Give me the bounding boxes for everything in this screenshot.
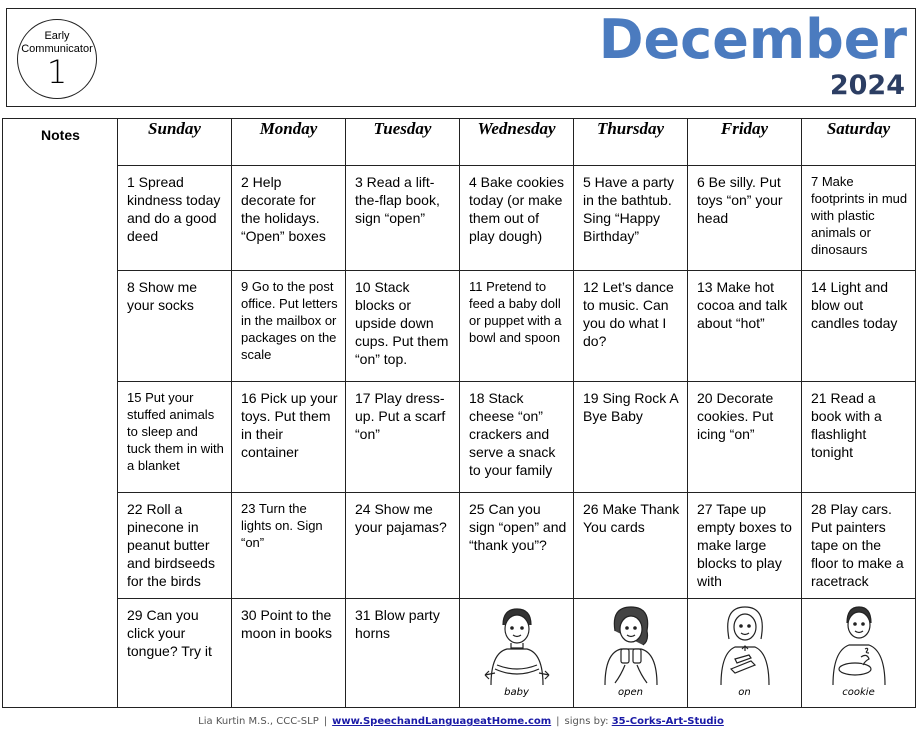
day-activity: 22 Roll a pinecone in peanut butter and birdseeds for the birds — [127, 501, 215, 589]
day-cell — [802, 382, 916, 493]
notes-column — [3, 119, 118, 708]
day-activity: 5 Have a party in the bathtub. Sing “Happy Birthday” — [583, 174, 675, 244]
footer-separator: | — [556, 716, 560, 727]
day-cell — [346, 493, 460, 599]
badge-line1: Early — [44, 30, 70, 42]
day-activity: 25 Can you sign “open” and “thank you”? — [469, 501, 567, 553]
sign-cell-on — [688, 599, 802, 708]
sign-label: open — [618, 687, 643, 698]
day-activity: 30 Point to the moon in books — [241, 607, 333, 641]
week-row-2 — [3, 271, 916, 382]
day-activity: 21 Read a book with a flashlight tonight — [811, 390, 882, 460]
day-cell — [460, 493, 574, 599]
day-activity: 11 Pretend to feed a baby doll or puppet with a bowl and spoon — [469, 279, 562, 345]
sign-cell-baby — [460, 599, 574, 708]
day-cell — [688, 382, 802, 493]
day-cell — [346, 382, 460, 493]
day-cell — [574, 271, 688, 382]
baby-sign-icon — [477, 603, 557, 689]
sign-cell-open — [574, 599, 688, 708]
week-row-1 — [3, 166, 916, 271]
day-cell — [118, 493, 232, 599]
day-cell — [688, 271, 802, 382]
day-cell — [346, 166, 460, 271]
day-activity: 7 Make footprints in mud with plastic animals or dinosaurs — [811, 174, 908, 257]
day-cell — [574, 166, 688, 271]
sign-illustration — [802, 603, 915, 711]
weekday-saturday: Saturday — [802, 119, 916, 166]
day-activity: 29 Can you click your tongue? Try it — [127, 607, 212, 659]
day-cell — [802, 271, 916, 382]
week-row-4 — [3, 493, 916, 599]
day-cell — [460, 271, 574, 382]
day-activity: 31 Blow party horns — [355, 607, 440, 641]
day-activity: 8 Show me your socks — [127, 279, 198, 313]
day-cell — [346, 599, 460, 708]
calendar-header — [6, 8, 916, 107]
early-communicator-badge — [17, 19, 97, 99]
cookie-sign-icon — [819, 603, 899, 689]
on-sign-icon — [705, 603, 785, 689]
calendar-grid — [2, 118, 916, 708]
day-activity: 16 Pick up your toys. Put them in their container — [241, 390, 338, 460]
weekday-wednesday: Wednesday — [460, 119, 574, 166]
day-activity: 19 Sing Rock A Bye Baby — [583, 390, 678, 424]
day-activity: 18 Stack cheese “on” crackers and serve a snack to your family — [469, 390, 556, 478]
footer-credits — [0, 716, 922, 727]
sign-illustration — [688, 603, 801, 711]
day-cell — [232, 493, 346, 599]
badge-line2: Communicator — [21, 43, 93, 55]
day-cell — [232, 271, 346, 382]
footer-signs-by: signs by: — [564, 716, 609, 727]
day-activity: 15 Put your stuffed animals to sleep and tuck them in with a blanket — [127, 390, 224, 473]
month-title: December — [598, 8, 907, 71]
sign-illustration — [574, 603, 687, 711]
day-cell — [118, 166, 232, 271]
day-cell — [118, 599, 232, 708]
day-activity: 14 Light and blow out candles today — [811, 279, 898, 331]
notes-label: Notes — [41, 127, 80, 143]
day-cell — [688, 493, 802, 599]
day-activity: 4 Bake cookies today (or make them out of play dough) — [469, 174, 564, 244]
week-row-5 — [3, 599, 916, 708]
day-activity: 6 Be silly. Put toys “on” your head — [697, 174, 783, 226]
weekday-friday: Friday — [688, 119, 802, 166]
day-activity: 2 Help decorate for the holidays. “Open” boxes — [241, 174, 326, 244]
weekday-monday: Monday — [232, 119, 346, 166]
sign-cell-cookie — [802, 599, 916, 708]
footer-studio-link[interactable]: 35-Corks-Art-Studio — [611, 716, 724, 727]
weekday-header-row — [3, 119, 916, 166]
day-activity: 10 Stack blocks or upside down cups. Put them “on” top. — [355, 279, 449, 367]
day-activity: 13 Make hot cocoa and talk about “hot” — [697, 279, 788, 331]
day-cell — [460, 166, 574, 271]
day-cell — [232, 382, 346, 493]
day-activity: 23 Turn the lights on. Sign “on” — [241, 501, 323, 550]
day-cell — [346, 271, 460, 382]
day-activity: 28 Play cars. Put painters tape on the floor to make a racetrack — [811, 501, 904, 589]
day-cell — [460, 382, 574, 493]
day-cell — [118, 271, 232, 382]
footer-author: Lia Kurtin M.S., CCC-SLP — [198, 716, 319, 727]
weekday-sunday: Sunday — [118, 119, 232, 166]
sign-label: on — [738, 687, 751, 698]
footer-website-link[interactable]: www.SpeechandLanguageatHome.com — [332, 716, 552, 727]
day-activity: 1 Spread kindness today and do a good deed — [127, 174, 221, 244]
weekday-thursday: Thursday — [574, 119, 688, 166]
day-cell — [118, 382, 232, 493]
day-activity: 17 Play dress-up. Put a scarf “on” — [355, 390, 446, 442]
footer-separator: | — [323, 716, 328, 727]
day-cell — [688, 166, 802, 271]
day-activity: 12 Let’s dance to music. Can you do what I do? — [583, 279, 674, 349]
sign-label: cookie — [842, 687, 875, 698]
day-activity: 26 Make Thank You cards — [583, 501, 680, 535]
day-cell — [232, 599, 346, 708]
year-title: 2024 — [829, 70, 905, 101]
weekday-tuesday: Tuesday — [346, 119, 460, 166]
day-activity: 20 Decorate cookies. Put icing “on” — [697, 390, 774, 442]
week-row-3 — [3, 382, 916, 493]
sign-illustration — [460, 603, 573, 711]
day-activity: 27 Tape up empty boxes to make large blocks to play with — [697, 501, 792, 589]
open-sign-icon — [591, 603, 671, 689]
day-cell — [232, 166, 346, 271]
day-activity: 9 Go to the post office. Put letters in the mailbox or packages on the scale — [241, 279, 338, 362]
sign-label: baby — [504, 687, 529, 698]
day-cell — [574, 493, 688, 599]
day-cell — [802, 493, 916, 599]
day-cell — [802, 166, 916, 271]
day-activity: 3 Read a lift-the-flap book, sign “open” — [355, 174, 440, 226]
badge-number: 1 — [46, 53, 68, 91]
day-cell — [574, 382, 688, 493]
day-activity: 24 Show me your pajamas? — [355, 501, 447, 535]
